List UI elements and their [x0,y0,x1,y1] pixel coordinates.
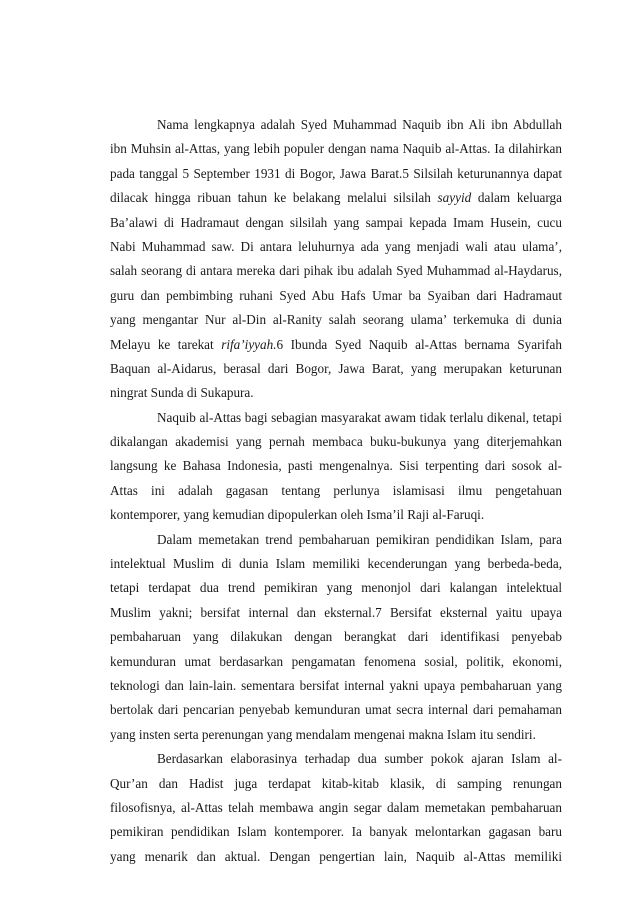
text-line: Baquan al-Aidarus, berasal dari Bogor, Jawa Barat, yang merupakan keturunan [110,360,562,376]
text-line: Dalam memetakan trend pembaharuan pemikiran pendidikan Islam, para [157,531,562,547]
text-line [110,333,562,357]
text-line: salah seorang di antara mereka dari pihak ibu adalah Syed Muhammad al-Haydarus, [110,263,562,279]
text-line: bertolak dari pencarian penyebab kemunduran umat secra internal dari pemahaman [110,702,562,718]
italic-term: sayyid [437,190,472,206]
text-line: ningrat Sunda di Sukapura. [110,385,254,401]
text-line: pada tanggal 5 September 1931 di Bogor, Jawa Barat.5 Silsilah keturunannya dapat [110,165,562,181]
paragraph [110,528,562,748]
text-line: kemunduran umat berdasarkan pengamatan fenomena sosial, politik, ekonomi, [110,653,562,669]
italic-term: rifa’iyyah. [221,336,277,352]
text-line: Naquib al-Attas bagi sebagian masyarakat awam tidak terlalu dikenal, tetapi [157,409,562,425]
paragraph [110,747,562,869]
text-line: guru dan pembimbing ruhani Syed Abu Hafs Umar ba Syaiban dari Hadramaut [110,287,562,303]
text-segment: dalam keluarga [471,190,562,206]
text-line: Ba’alawi di Hadramaut dengan silsilah yang sampai kepada Imam Husein, cucu [110,214,562,230]
text-line: Attas ini adalah gagasan tentang perlunya islamisasi ilmu pengetahuan [110,482,562,498]
text-segment: 6 Ibunda Syed Naquib al-Attas bernama Syarifah [276,336,562,352]
text-line: tetapi terdapat dua trend pemikiran yang menonjol dari kalangan intelektual [110,580,562,596]
text-line: Qur’an dan Hadist juga terdapat kitab-kitab klasik, di samping renungan [110,775,562,791]
text-line: pemikiran pendidikan Islam kontemporer. Ia banyak melontarkan gagasan baru [110,824,562,840]
text-line: yang insten serta perenungan yang mendalam mengenai makna Islam itu sendiri. [110,726,536,742]
text-line: Nama lengkapnya adalah Syed Muhammad Naquib ibn Ali ibn Abdullah [157,117,562,132]
text-line: ibn Muhsin al-Attas, yang lebih populer dengan nama Naquib al-Attas. Ia dilahirkan [110,141,562,157]
text-line: intelektual Muslim di dunia Islam memiliki kecenderungan yang berbeda-beda, [110,556,562,572]
paragraph [110,113,562,406]
text-segment: Melayu ke tarekat [110,336,222,352]
text-line: Nabi Muhammad saw. Di antara leluhurnya ada yang menjadi wali atau ulama’, [110,238,562,254]
text-line: dikalangan akademisi yang pernah membaca buku-bukunya yang diterjemahkan [110,434,562,450]
text-line: filosofisnya, al-Attas telah membawa angin segar dalam memetakan pembaharuan [110,799,562,815]
text-line: Muslim yakni; bersifat internal dan eksternal.7 Bersifat eksternal yaitu upaya [110,604,562,620]
text-line: langsung ke Bahasa Indonesia, pasti mengenalnya. Sisi terpenting dari sosok al- [110,458,562,474]
document-page [110,113,562,869]
text-line [110,186,562,210]
text-line: yang menarik dan aktual. Dengan pengertian lain, Naquib al-Attas memiliki [110,848,562,864]
text-line: teknologi dan lain-lain. sementara bersifat internal yakni upaya pembaharuan yang [110,677,562,693]
paragraph [110,406,562,528]
text-line: yang mengantar Nur al-Din al-Ranity salah seorang ulama’ terkemuka di dunia [110,312,562,328]
text-segment: dilacak hingga ribuan tahun ke belakang melalui silsilah [110,190,438,206]
text-line: Berdasarkan elaborasinya terhadap dua sumber pokok ajaran Islam al- [157,751,562,767]
text-line: pembaharuan yang dilakukan dengan berangkat dari identifikasi penyebab [110,629,562,645]
text-line: kontemporer, yang kemudian dipopulerkan oleh Isma’il Raji al-Faruqi. [110,507,485,523]
